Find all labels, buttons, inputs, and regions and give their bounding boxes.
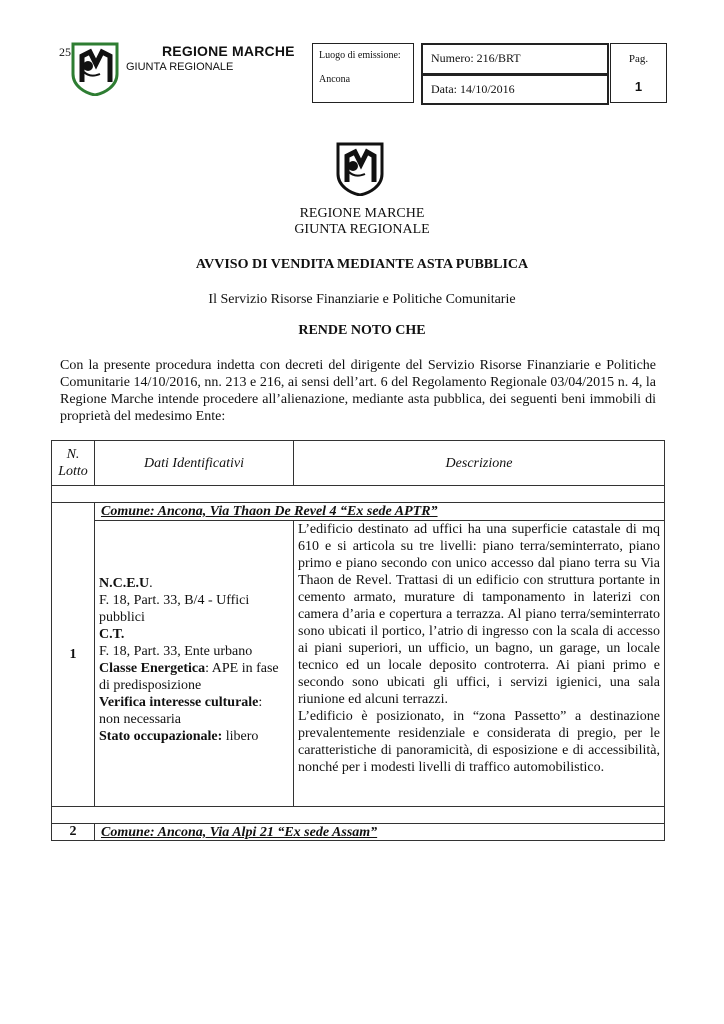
document-title: AVVISO DI VENDITA MEDIANTE ASTA PUBBLICA [195,257,529,272]
numero-value: Numero: 216/BRT [431,51,521,65]
regione-marche-logo [70,42,120,96]
header-dati [94,440,294,486]
classe-value: : APE in fase di predisposizione [99,661,279,693]
nceu-label: N.C.E.U [99,576,150,591]
header-lotto-label: N. Lotto [58,447,88,479]
luogo-value: Ancona [319,74,351,85]
lotti-table [51,440,665,841]
verifica-value: non necessaria [99,712,182,727]
header-descrizione-label: Descrizione [445,455,513,471]
verifica-label: Verifica interesse culturale [99,695,259,710]
ct-value: F. 18, Part. 33, Ente urbano [99,644,253,659]
lotto-2-comune: Comune: Ancona, Via Alpi 21 “Ex sede Assam” [94,823,665,841]
lotto-1-comune: Comune: Ancona, Via Thaon De Revel 4 “Ex sede APTR” [94,502,665,521]
header-dati-label: Dati Identificativi [144,455,244,471]
rende-noto-heading: RENDE NOTO CHE [298,323,426,338]
lotto-1-descrizione [293,520,665,807]
title-giunta: GIUNTA REGIONALE [294,222,430,237]
lotto-1-number: 1 [51,502,95,807]
title-regione: REGIONE MARCHE [299,206,425,221]
pagina-value: 1 [634,79,643,94]
data-value: Data: 14/10/2016 [431,82,515,96]
luogo-box [312,43,414,103]
spacer-row-2 [51,806,665,824]
numero-box [421,43,609,75]
stato-label: Stato occupazionale: [99,729,223,744]
org-name: REGIONE MARCHE [162,43,295,59]
side-page-number: 25 [59,45,71,59]
stato-value: libero [222,729,259,744]
descrizione-paragraph-1: L’edificio destinato ad uffici ha una superficie catastale di mq 610 e si articola su tre livelli: piano terra/seminterrato, piano primo e piano secondo con unico accesso dal piano terra su Via Thaon de Revel. Trattasi di un edificio con struttura portante in cemento armato, murature di tamponamento in laterizi con camera d’aria e copertura a terrazza. Al piano terra/seminterrato sono ubicati il portico, l’atrio di ingresso con la scala di accesso ai piani superiori, un ufficio, un bagno, un garage, un locale tecnico ed un locale deposito controterra. Ai piani primo e secondo sono ubicati gli uffici, i servizi igienici, una sala riunione ed alcuni terrazzi. [298,522,660,707]
ct-label: C.T. [99,627,125,642]
classe-label: Classe Energetica [99,661,206,676]
nceu-value: F. 18, Part. 33, B/4 - Uffici pubblici [99,593,250,625]
lotto-2-number: 2 [51,823,95,841]
pagina-box [610,43,667,103]
org-subtitle: GIUNTA REGIONALE [126,61,234,73]
header-descrizione [293,440,665,486]
spacer-row [51,485,665,503]
intro-paragraph: Con la presente procedura indetta con decreti del dirigente del Servizio Risorse Finanziarie e Politiche Comunitarie 14/10/2016, nn. 213 e 216, ai sensi dell’art. 6 del Regolamento Regionale 03/04/2015 n. 4, la Regione Marche intende procedere all’alienazione, mediante asta pubblica, dei seguenti beni immobili di proprietà del medesimo Ente: [60,358,656,424]
data-box [421,74,609,105]
header-lotto [51,440,95,486]
luogo-label: Luogo di emissione: [319,50,401,61]
servizio-line: Il Servizio Risorse Finanziarie e Politiche Comunitarie [208,292,516,307]
descrizione-paragraph-2: L’edificio è posizionato, in “zona Passetto” a destinazione prevalentemente residenziale e considerata di pregio, per le caratteristiche di panoramicità, di esposizione e di accessibilità, nonché per i modesti livelli di traffico automobilistico. [298,709,660,775]
lotto-1-dati: N.C.E.U. F. 18, Part. 33, B/4 - Uffici pubblici C.T. F. 18, Part. 33, Ente urbano Classe Energetica: APE in fase di predisposizione Verifica interesse culturale: non necessaria Stato occupazionale: libero [94,520,294,807]
pagina-label: Pag. [628,53,649,65]
regione-marche-emblem [336,142,384,196]
